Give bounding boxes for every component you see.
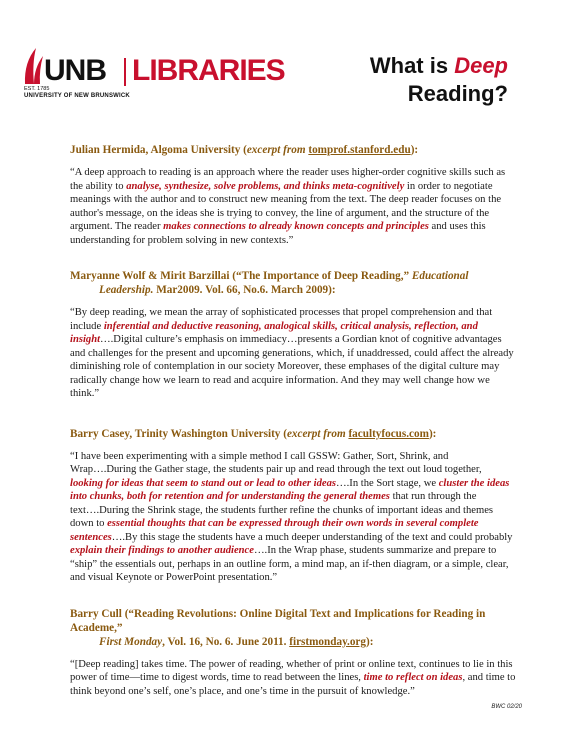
author-text: Maryanne Wolf & Mirit Barzillai (“The Importance of Deep Reading,”	[70, 270, 412, 282]
quote-emphasis: analyse, synthesize, solve problems, and thinks meta-cognitively	[126, 180, 405, 192]
quote-emphasis: essential thoughts that can be expressed through their own words in several complete sentences	[70, 518, 479, 543]
source-link[interactable]: tomprof.stanford.edu	[308, 144, 411, 156]
author-text: Barry Casey, Trinity Washington University (	[70, 427, 287, 440]
quote-segment: ….Digital culture’s emphasis on immediacy…presents a Gordian knot of cognitive advantages and challenges for the present and upcoming generations, which, if unaddressed, could affect the already diminishing role of contemplation in our society Moreover, these emphases of the digital culture may radically change how we learn to read and acquire information. And they may well change how we think.”	[70, 334, 514, 399]
quote-segment: ….In the Wrap phase, students summarize and prepare to “ship” the essentials out, perhaps in an outline form, a mind map, an if-then diagram, or a simple, clear, and visual Keynote or PowerPoint presentation.”	[70, 545, 509, 583]
citation-text: Mar2009. Vol. 66, No.6. March 2009):	[153, 284, 336, 296]
quote-emphasis: time to reflect on ideas	[363, 672, 463, 683]
main-content	[70, 143, 516, 698]
source-suffix: ):	[366, 635, 374, 648]
heading-line-2	[70, 635, 516, 649]
author-text: Barry Cull (“Reading Revolutions: Online Digital Text and Implications for Reading in Academe,”	[70, 607, 486, 634]
journal-text: Leadership.	[99, 284, 154, 296]
quote-segment: ….By this stage the students have a much deeper understanding of the text and could probably	[111, 531, 513, 543]
quote-segment: “A deep approach to reading is an approach where the reader uses higher-order cognitive skills such as the ability to	[70, 167, 506, 192]
footer-code: BWC 02/20	[491, 704, 522, 710]
logo-est-text: EST. 1785	[24, 86, 50, 92]
quote-text	[70, 450, 516, 585]
source-suffix: ):	[410, 144, 419, 156]
page-header	[0, 0, 576, 120]
quote-emphasis: inferential and deductive reasoning, analogical skills, critical analysis, reflection, and insight	[70, 320, 478, 345]
quote-segment: and uses this understanding for problem solving in new contexts.”	[70, 221, 486, 246]
quote-segment: “By deep reading, we mean the array of sophisticated processes that propel comprehension and that include	[70, 307, 493, 332]
quote-emphasis: cluster the ideas into chunks, both for retention and for understanding the general themes	[70, 477, 510, 502]
source-link[interactable]: firstmonday.org	[289, 635, 366, 648]
source-suffix: ):	[428, 427, 437, 440]
journal-text: Educational	[411, 270, 469, 282]
journal-text: First Monday	[99, 635, 163, 648]
quote-text	[70, 166, 516, 247]
quote-segment: “I have been experimenting with a simple method I call GSSW: Gather, Sort, Shrink, and Wrap….During the Gather stage, the students pair up and read through the text out loud together,	[70, 450, 482, 475]
source-prefix: excerpt from	[246, 144, 309, 156]
heading-line-2	[70, 283, 516, 297]
quote-text	[70, 306, 516, 401]
quote-emphasis: explain their findings to another audience	[70, 545, 254, 556]
quote-segment: “[Deep reading] takes time. The power of reading, whether of print or online text, continues to lie in this power of time—time to digest words, time to read between the lines,	[70, 658, 513, 683]
title-line-2: Reading?	[407, 81, 508, 106]
quote-segment: in order to negotiate meanings with the author and to construct new meaning from the text. The deep reader focuses on the author's message, on the ideas she is trying to convey, the line of argument, and the structure of the argument. The reader	[70, 180, 502, 232]
logo-divider	[124, 58, 126, 86]
quote-text	[70, 658, 516, 699]
section-heading	[70, 607, 516, 649]
quote-segment: ….In the Sort stage, we	[336, 477, 439, 489]
section-hermida	[70, 143, 516, 247]
title-prefix: What is	[369, 53, 455, 78]
quote-emphasis: looking for ideas that seem to stand out or lead to other ideas	[70, 477, 337, 489]
section-heading	[70, 143, 516, 157]
section-cull	[70, 607, 516, 699]
author-text: Julian Hermida, Algoma University (	[70, 144, 247, 156]
logo-libraries-text: LIBRARIES	[132, 54, 285, 87]
unb-libraries-logo	[22, 42, 312, 104]
section-casey	[70, 427, 516, 585]
logo-emblem-icon	[22, 42, 46, 90]
quote-segment: , and time to think beyond one’s self, one’s place, and one’s time in the pursuit of knowledge.”	[70, 672, 516, 697]
quote-emphasis: makes connections to already known concepts and principles	[163, 221, 429, 232]
title-line-1	[370, 52, 508, 80]
section-heading	[70, 269, 516, 297]
logo-university-text: UNIVERSITY OF NEW BRUNSWICK	[24, 93, 130, 99]
logo-unb-text: UNB	[44, 54, 106, 87]
source-prefix: excerpt from	[286, 427, 349, 440]
page-title	[370, 52, 508, 108]
section-wolf-barzillai	[70, 269, 516, 401]
source-link[interactable]: facultyfocus.com	[348, 427, 429, 440]
quote-segment: that run through the text….During the Shrink stage, the students further refine the chunks of important ideas and themes down to	[70, 491, 494, 529]
citation-text: , Vol. 16, No. 6. June 2011.	[162, 635, 290, 648]
title-highlight: Deep	[454, 53, 508, 78]
section-heading	[70, 427, 516, 441]
